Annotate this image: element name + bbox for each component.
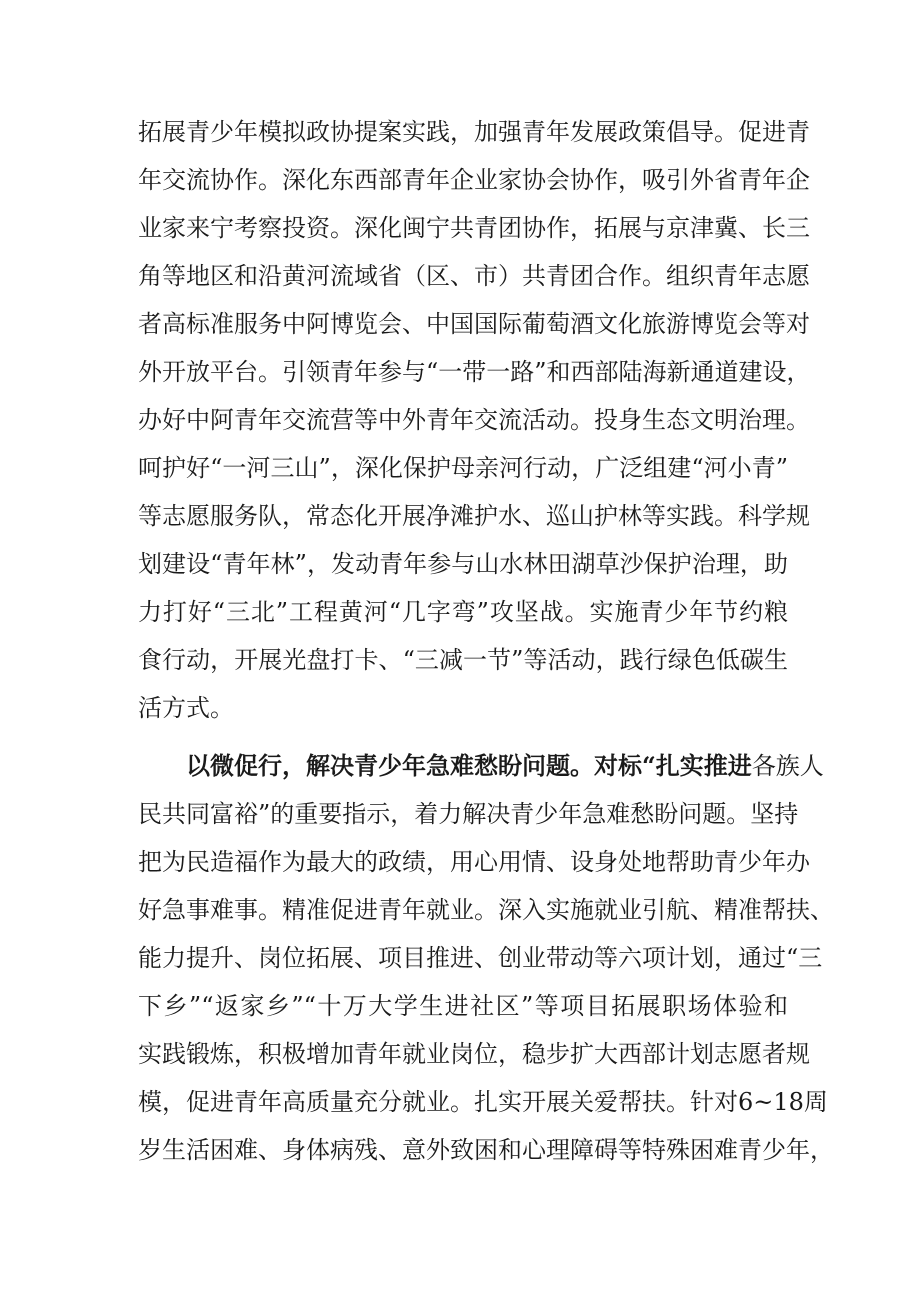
paragraph-1-line-10: 划建设“青年林”，发动青年参与山水林田湖草沙保护治理，助 [138, 550, 788, 578]
paragraph-1-line-12: 食行动，开展光盘打卡、“三减一节”等活动，践行绿色低碳生 [138, 646, 788, 674]
paragraph-1-line-13: 活方式。 [138, 694, 234, 722]
paragraph-2-line-5: 能力提升、岗位拓展、项目推进、创业带动等六项计划，通过“三 [138, 944, 823, 972]
paragraph-2-line-2: 民共同富裕”的重要指示，着力解决青少年急难愁盼问题。坚持 [138, 800, 799, 828]
paragraph-1-line-5: 者高标准服务中阿博览会、中国国际葡萄酒文化旅游博览会等对 [138, 310, 810, 338]
paragraph-2-line-8: 模，促进青年高质量充分就业。扎实开展关爱帮扶。针对6~18周 [138, 1088, 828, 1116]
paragraph-1 [138, 108, 811, 732]
paragraph-1-line-11: 力打好“三北”工程黄河“几字弯”攻坚战。实施青少年节约粮 [138, 598, 788, 626]
paragraph-2-line-3: 把为民造福作为最大的政绩，用心用情、设身处地帮助青少年办 [138, 848, 810, 876]
paragraph-2-bold-tail: 对标“扎实推进 [594, 751, 752, 780]
paragraph-2-heading: 以微促行，解决青少年急难愁盼问题。 [186, 751, 594, 780]
paragraph-1-line-2: 年交流协作。深化东西部青年企业家协会协作，吸引外省青年企 [138, 166, 810, 194]
paragraph-2-line-6: 下乡”“返家乡”“十万大学生进社区”等项目拓展职场体验和 [138, 992, 788, 1020]
paragraph-1-line-4: 角等地区和沿黄河流域省（区、市）共青团合作。组织青年志愿 [138, 262, 810, 290]
paragraph-2-line-1 [138, 742, 824, 790]
paragraph-2-line-4: 好急事难事。精准促进青年就业。深入实施就业引航、精准帮扶、 [138, 896, 834, 924]
paragraph-1-line-6: 外开放平台。引领青年参与“一带一路”和西部陆海新通道建设， [138, 358, 811, 386]
paragraph-2-line-9: 岁生活困难、身体病残、意外致困和心理障碍等特殊困难青少年， [138, 1136, 834, 1164]
paragraph-1-line-9: 等志愿服务队，常态化开展净滩护水、巡山护林等实践。科学规 [138, 502, 810, 530]
paragraph-1-line-1: 拓展青少年模拟政协提案实践，加强青年发展政策倡导。促进青 [138, 118, 810, 146]
paragraph-1-line-3: 业家来宁考察投资。深化闽宁共青团协作，拓展与京津冀、长三 [138, 214, 810, 242]
paragraph-2 [138, 742, 834, 1174]
paragraph-1-line-8: 呵护好“一河三山”，深化保护母亲河行动，广泛组建“河小青” [138, 454, 788, 482]
paragraph-2-line-7: 实践锻炼，积极增加青年就业岗位，稳步扩大西部计划志愿者规 [138, 1040, 810, 1068]
paragraph-2-line-1-rest: 各族人 [751, 752, 824, 780]
paragraph-1-line-7: 办好中阿青年交流营等中外青年交流活动。投身生态文明治理。 [138, 406, 810, 434]
